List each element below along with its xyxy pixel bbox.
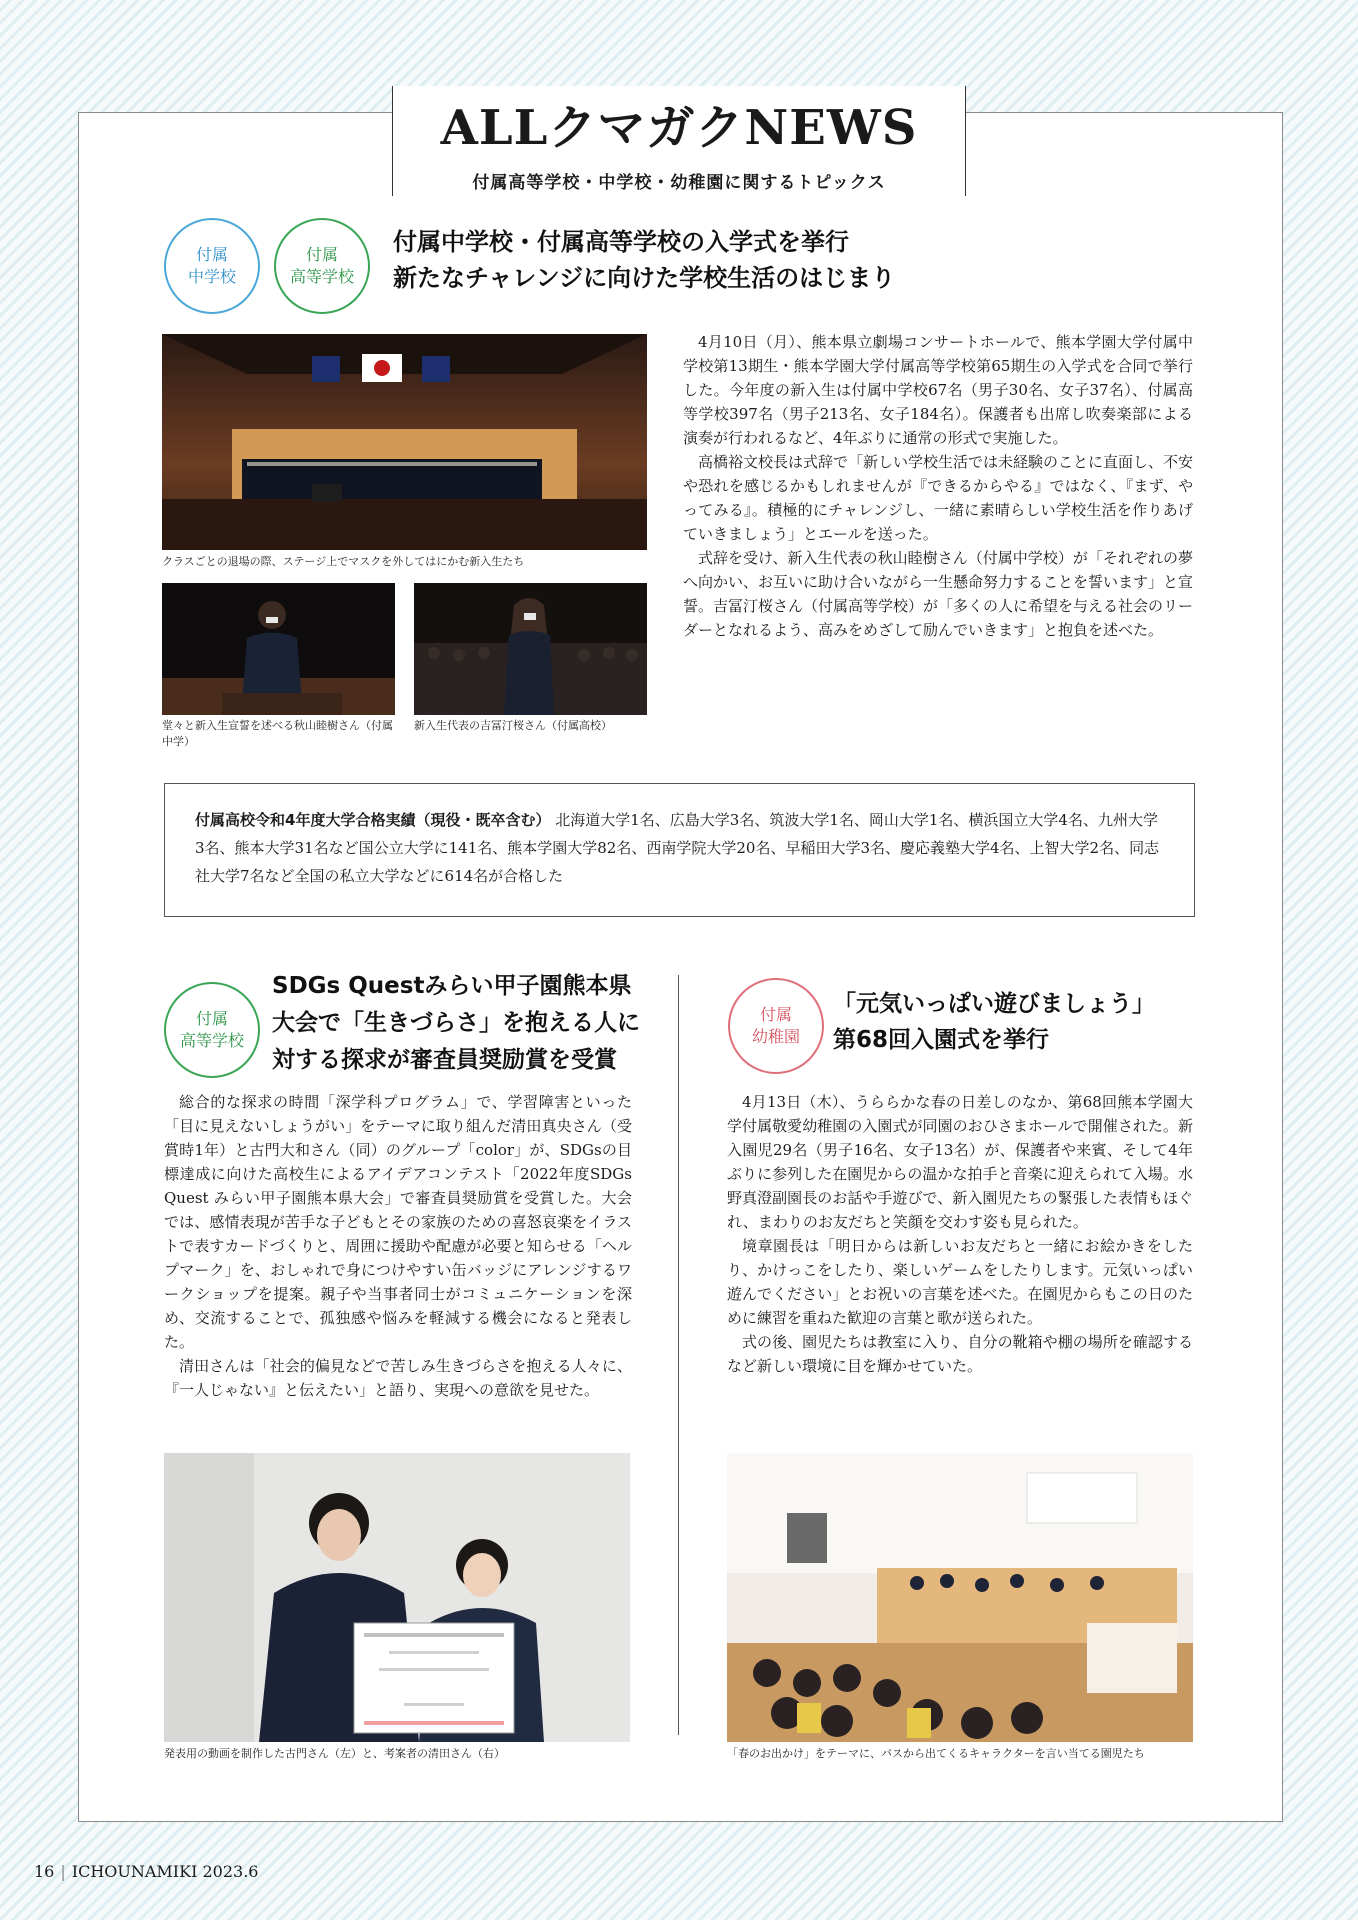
representative-photo-caption: 新入生代表の吉冨汀桜さん（付属高校） xyxy=(414,719,612,732)
page-subtitle: 付属高等学校・中学校・幼稚園に関するトピックス xyxy=(472,173,886,193)
body-paragraph: 境章園長は「明日からは新しいお友だちと一緒にお絵かきをしたり、かけっこをしたり、楽しいゲームをしたりします。元気いっぱい遊んでください」とお祝いの言葉を述べた。在園児からもこの日のために練習を重ねた歓迎の言葉と歌が送られた。 xyxy=(727,1237,1193,1327)
oath-speaker-photo xyxy=(162,583,395,715)
badge-line: 付属 xyxy=(305,245,338,265)
ceremony-stage-photo xyxy=(162,334,647,550)
headline-line: 新たなチャレンジに向けた学校生活のはじまり xyxy=(393,264,896,292)
headline-line: 対する探求が審査員奨励賞を受賞 xyxy=(272,1047,617,1073)
headline-line: 「元気いっぱい遊びましょう」 xyxy=(833,991,1155,1017)
page-footer xyxy=(34,1862,258,1881)
badge-line: 付属 xyxy=(195,245,228,265)
magazine-issue: ICHOUNAMIKI 2023.6 xyxy=(71,1862,259,1881)
article2-body xyxy=(164,1090,632,1402)
student-representative-photo xyxy=(414,583,647,715)
results-heading: 付属高校令和4年度大学合格実績（現役・既卒含む） xyxy=(195,811,551,829)
article2-headline xyxy=(272,968,640,1079)
badge-high-school xyxy=(164,982,260,1078)
body-paragraph: 総合的な探求の時間「深学科プログラム」で、学習障害といった「目に見えないしょうがい」をテーマに取り組んだ清田真央さん（受賞時1年）と古門大和さん（同）のグループ「color」が、SDGsの目標達成に向けた高校生によるアイデアコンテスト「2022年度SDGs Quest みらい甲子園熊本県大会」で審査員奨励賞を受賞した。大会では、感情表現が苦手な子どもとその家族のための喜怒哀楽をイラストで表すカードづくりと、周囲に援助や配慮が必要と知らせる「ヘルプマーク」を、おしゃれで身につけやすい缶バッジにアレンジするワークショップを提案。親子や当事者同士がコミュニケーションを深め、交流することで、孤独感や悩みを軽減する機会になると発表した。 xyxy=(164,1093,632,1351)
badge-junior-high xyxy=(164,218,260,314)
article3-headline xyxy=(833,986,1155,1058)
body-paragraph: 式の後、園児たちは教室に入り、自分の靴箱や棚の場所を確認するなど新しい環境に目を輝かせていた。 xyxy=(727,1333,1193,1375)
page-title: ALLクマガクNEWS xyxy=(440,100,918,156)
badge-line: 高等学校 xyxy=(289,267,354,286)
body-paragraph: 4月13日（木）、うららかな春の日差しのなか、第68回熊本学園大学付属敬愛幼稚園の入園式が同園のおひさまホールで開催された。新入園児29名（男子16名、女子13名）が、保護者や来賓、そして4年ぶりに参列した在園児からの温かな拍手と音楽に迎えられて入場。水野真澄副園長のお話や手遊びで、新入園児たちの緊張した表情もほぐれ、まわりのお友だちと笑顔を交わす姿も見られた。 xyxy=(727,1093,1193,1231)
footer-separator: | xyxy=(60,1862,66,1881)
headline-line: 第68回入園式を挙行 xyxy=(833,1027,1050,1053)
badge-line: 付属 xyxy=(195,1009,228,1029)
article1-headline xyxy=(393,224,895,296)
article1-body xyxy=(683,330,1193,642)
badge-high-school xyxy=(274,218,370,314)
results-text: 北海道大学1名、広島大学3名、筑波大学1名、岡山大学1名、横浜国立大学4名、九州大学3名、熊本大学31名など国公立大学に141名、熊本学園大学82名、西南学院大学20名、早稲田大学3名、慶応義塾大学4名、上智大学2名、同志社大学7名など全国の私立大学などに614名が合格した xyxy=(195,811,1160,885)
kindergarten-photo-caption: 「春のお出かけ」をテーマに、バスから出てくるキャラクターを言い当てる園児たち xyxy=(727,1747,1145,1760)
university-results-box xyxy=(164,783,1195,917)
body-paragraph: 式辞を受け、新入生代表の秋山睦樹さん（付属中学校）が「それぞれの夢へ向かい、お互いに助け合いながら一生懸命努力することを誓います」と宣誓。吉冨汀桜さん（付属高等学校）が「多くの人に希望を与える社会のリーダーとなれるよう、高みをめざして励んでいきます」と抱負を述べた。 xyxy=(683,549,1194,639)
badge-line: 付属 xyxy=(759,1005,792,1025)
badge-line: 高等学校 xyxy=(179,1031,244,1050)
badge-line: 幼稚園 xyxy=(751,1027,800,1046)
oath-photo-caption: 堂々と新入生宣誓を述べる秋山睦樹さん（付属中学） xyxy=(162,719,393,748)
body-paragraph: 高橋裕文校長は式辞で「新しい学校生活では未経験のことに直面し、不安や恐れを感じるかもしれませんが『できるからやる』ではなく、『まず、やってみる』。積極的にチャレンジし、一緒に素晴らしい学校生活を作りあげていきましょう」とエールを送った。 xyxy=(683,453,1194,543)
badge-line: 中学校 xyxy=(187,267,236,286)
body-paragraph: 4月10日（月）、熊本県立劇場コンサートホールで、熊本学園大学付属中学校第13期生・熊本学園大学付属高等学校第65期生の入学式を合同で挙行した。今年度の新入生は付属中学校67名（男子30名、女子37名）、付属高等学校397名（男子213名、女子184名）。保護者も出席し吹奏楽部による演奏が行われるなど、4年ぶりに通常の形式で実施した。 xyxy=(683,333,1193,447)
ceremony-photo-caption: クラスごとの退場の際、ステージ上でマスクを外してはにかむ新入生たち xyxy=(162,555,525,568)
headline-line: SDGs Questみらい甲子園熊本県 xyxy=(272,973,632,999)
kindergarten-hall-photo xyxy=(727,1453,1193,1742)
headline-line: 大会で「生きづらさ」を抱える人に xyxy=(272,1010,640,1036)
award-photo-caption: 発表用の動画を制作した古門さん（左）と、考案者の清田さん（右） xyxy=(164,1747,505,1760)
page-number: 16 xyxy=(34,1862,55,1881)
body-paragraph: 清田さんは「社会的偏見などで苦しみ生きづらさを抱える人々に、『一人じゃない』と伝えたい」と語り、実現への意欲を見せた。 xyxy=(164,1357,632,1399)
column-divider xyxy=(678,975,679,1735)
page-header xyxy=(392,86,966,196)
badge-kindergarten xyxy=(728,978,824,1074)
award-students-photo xyxy=(164,1453,630,1742)
article3-body xyxy=(727,1090,1193,1378)
headline-line: 付属中学校・付属高等学校の入学式を挙行 xyxy=(393,228,849,256)
